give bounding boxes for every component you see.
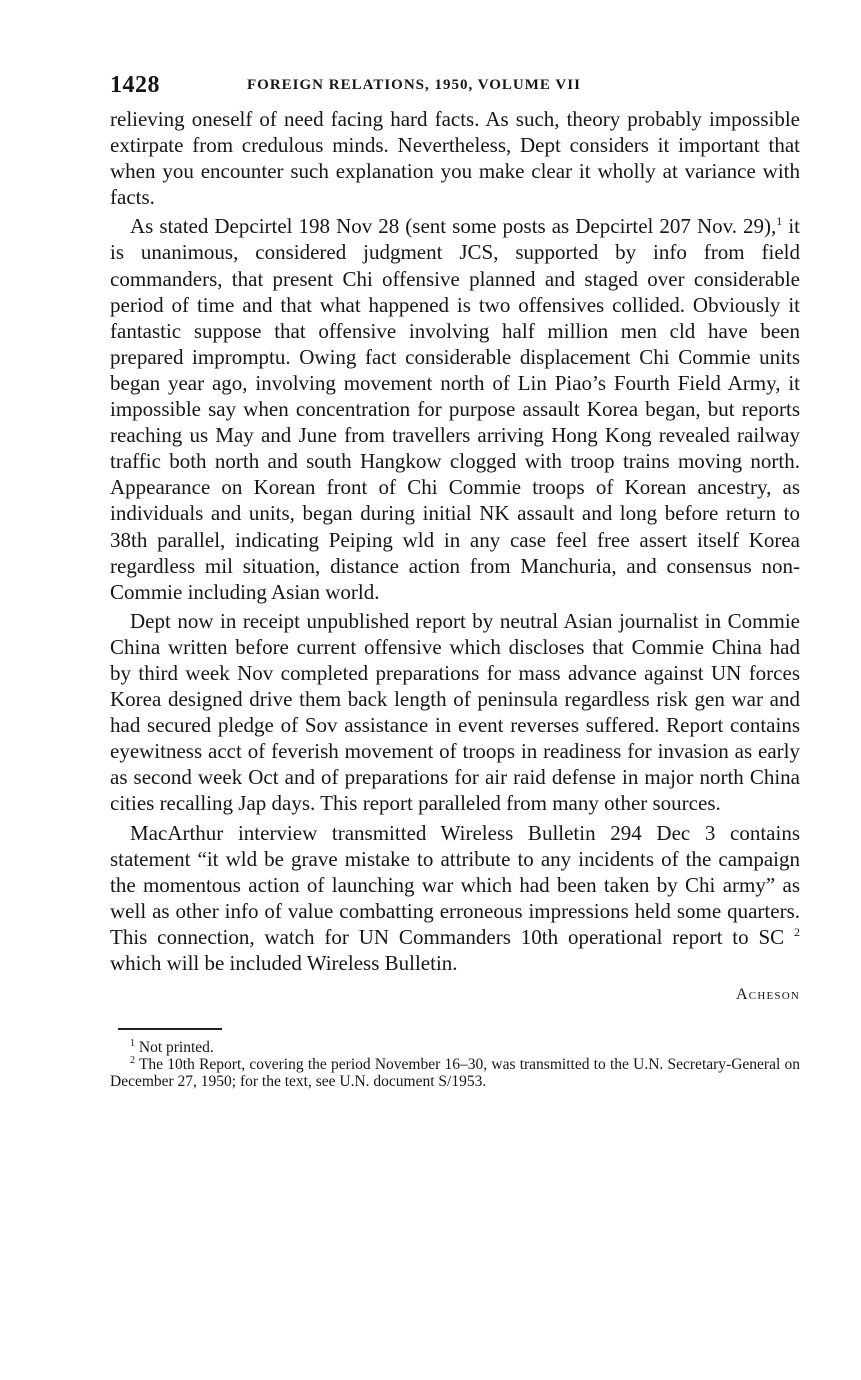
footnote-ref-1: 1 xyxy=(776,214,783,229)
page-header xyxy=(110,72,800,106)
running-head: FOREIGN RELATIONS, 1950, VOLUME VII xyxy=(247,77,581,93)
signature: Acheson xyxy=(736,986,800,1004)
document-page xyxy=(110,72,800,1090)
footnotes xyxy=(110,1039,800,1090)
paragraph-2 xyxy=(110,213,800,604)
paragraph-2-body: it is unanimous, considered judgment JCS, supported by info from field commanders, that present Chi offensive planned and staged over considerable period of time and that what happened is two offensives collided. Obviously it fantastic suppose that offensive involving half million men cld have been prepared impromptu. Owing fact considerable displacement Chi Commie units began year ago, involving movement north of Lin Piao’s Fourth Field Army, it impossible say when concentration for purpose assault Korea began, but reports reaching us May and June from travellers arriving Hong Kong revealed railway traffic both north and south Hangkow clogged with troop trains moving north. Appearance on Korean front of Chi Commie troops of Korean ancestry, as individuals and units, began during initial NK assault and long before return to 38th parallel, indicating Peiping wld in any case feel free assert itself Korea regardless mil situation, distance action from Manchuria, and consensus non-Commie including Asian world. xyxy=(110,214,801,604)
footnote-2-mark: 2 xyxy=(130,1054,135,1066)
footnote-1-text: Not printed. xyxy=(138,1039,214,1057)
page-number: 1428 xyxy=(110,72,160,98)
footnote-2 xyxy=(110,1056,800,1090)
paragraph-4-tail: which will be included Wireless Bulletin. xyxy=(110,951,458,975)
paragraph-3: Dept now in receipt unpublished report by neutral Asian journalist in Commie China written before current offensive which discloses that Commie China had by third week Nov completed preparations for mass advance against UN forces Korea designed drive them back length of peninsula regardless risk gen war and had secured pledge of Sov assistance in event reverses suffered. Report contains eyewitness acct of feverish movement of troops in readiness for invasion as early as second week Oct and of preparations for air raid defense in major north China cities recalling Jap days. This report paralleled from many other sources. xyxy=(110,608,800,816)
paragraph-4 xyxy=(110,820,800,977)
footnote-divider xyxy=(118,1028,222,1030)
paragraph-1: relieving oneself of need facing hard facts. As such, theory probably impossible extirpate from credulous minds. Nevertheless, Dept considers it important that when you encounter such explanation you make clear it wholly at variance with facts. xyxy=(110,107,800,210)
footnote-2-text: The 10th Report, covering the period November 16–30, was transmitted to the U.N. Secretary-General on December 27, 1950; for the text, see U.N. document S/1953. xyxy=(110,1056,800,1091)
paragraph-4-body: MacArthur interview transmitted Wireless Bulletin 294 Dec 3 contains statement “it wld be grave mistake to attribute to any incidents of the campaign the momentous action of launching war which had been taken by Chi army” as well as other info of value combatting erroneous impressions held some quarters. This connection, watch for UN Commanders 10th operational report to SC xyxy=(110,820,800,949)
footnote-1-mark: 1 xyxy=(130,1037,135,1049)
footnote-1 xyxy=(110,1039,800,1056)
body-text xyxy=(110,106,800,976)
footnote-ref-2: 2 xyxy=(794,924,800,939)
paragraph-2-lead: As stated Depcirtel 198 Nov 28 (sent some posts as Depcirtel 207 Nov. 29), xyxy=(130,214,777,239)
